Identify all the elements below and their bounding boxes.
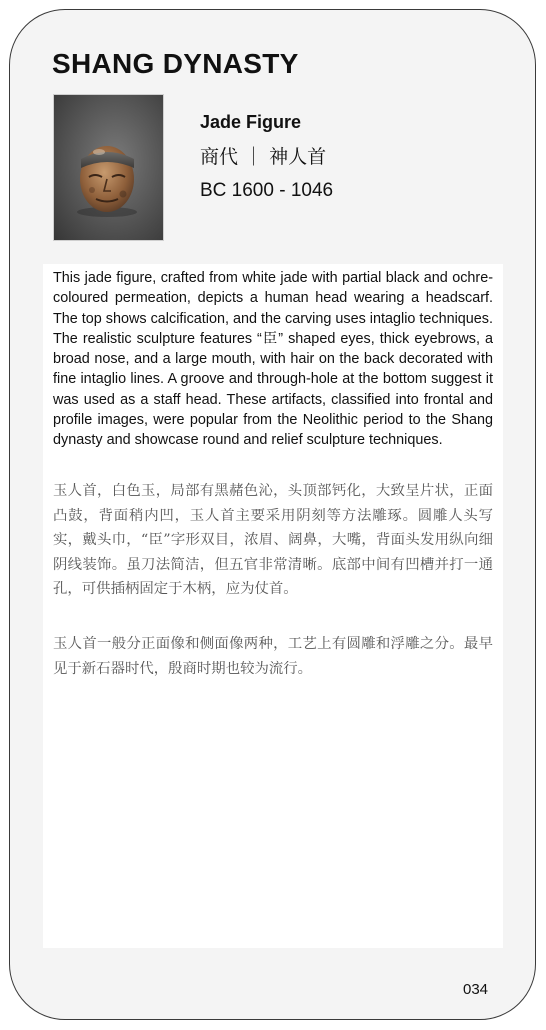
chinese-description-1: 玉人首，白色玉，局部有黑赭色沁，头顶部钙化，大致呈片状，正面凸鼓，背面稍内凹，玉人首主要采用阴刻等方法雕琢。圆雕人头写实，戴头巾，“臣”字形双目，浓眉、阔鼻，大嘴，背面头发用纵向细阴线装饰。虽刀法简洁，但五官非常清晰。底部中间有凹槽并打一通孔，可供插柄固定于木柄，应为仗首。: [53, 483, 493, 597]
description-panel: [43, 264, 503, 948]
english-description: This jade figure, crafted from white jade with partial black and ochre-coloured permeation, depicts a human head wearing a headscarf. The top shows calcification, and the carving uses intaglio techniques. The realistic sculpture features “臣” shaped eyes, thick eyebrows, a broad nose, and a large mouth, with hair on the back decorated with fine intaglio lines. A groove and through-hole at the bottom suggest it was used as a staff head. These artifacts, classified into frontal and profile images, were popular from the Neolithic period to the Shang dynasty and showcase round and relief sculpture techniques.: [53, 270, 493, 449]
page-heading: SHANG DYNASTY: [52, 48, 299, 79]
exhibit-card: [9, 9, 536, 1020]
artifact-era: 商代 ｜ 神人首: [200, 146, 327, 168]
page-number: 034: [463, 981, 489, 998]
chinese-description-2: 玉人首一般分正面像和侧面像两种，工艺上有圆雕和浮雕之分。最早见于新石器时代，殷商时期也较为流行。: [53, 636, 493, 677]
artifact-photo: [53, 94, 164, 241]
artifact-date-range: BC 1600 - 1046: [200, 180, 334, 201]
artifact-info: [200, 111, 333, 203]
artifact-name: Jade Figure: [200, 112, 302, 132]
